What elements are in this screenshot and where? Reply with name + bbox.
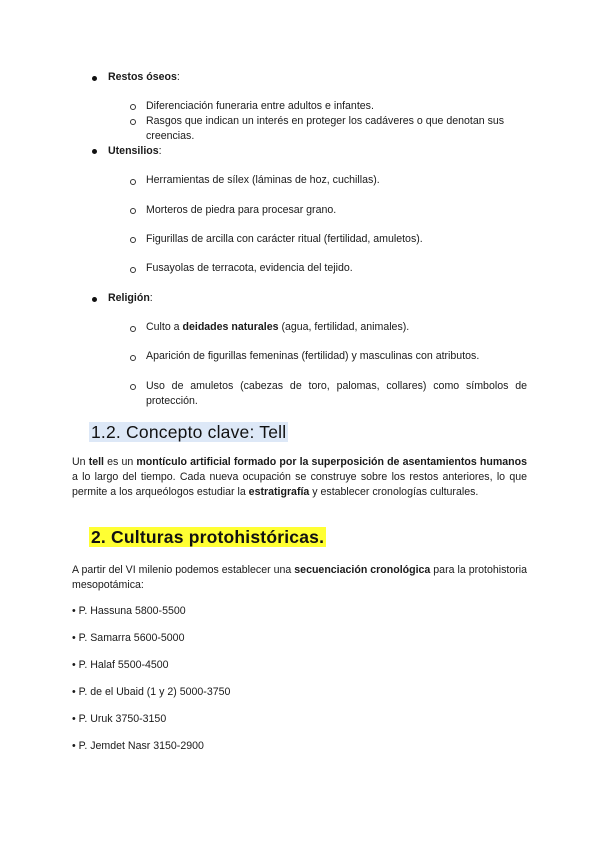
restos-item-1: Diferenciación funeraria entre adultos e infantes.: [146, 100, 374, 112]
sub-bullet: [130, 179, 136, 185]
sub-bullet: [130, 384, 136, 390]
sub-bullet: [130, 208, 136, 214]
religion-item-2: Aparición de figurillas femeninas (fertilidad) y masculinas con atributos.: [146, 350, 480, 362]
period-item: • P. Jemdet Nasr 3150-2900: [72, 740, 204, 752]
utensilios-heading: Utensilios:: [108, 145, 162, 157]
utensilios-item-1: Herramientas de sílex (láminas de hoz, cuchillas).: [146, 174, 380, 186]
bullet-restos: [92, 76, 97, 81]
utensilios-item-4: Fusayolas de terracota, evidencia del tejido.: [146, 262, 353, 274]
religion-item-1: Culto a deidades naturales (agua, fertilidad, animales).: [146, 321, 410, 333]
period-item: • P. de el Ubaid (1 y 2) 5000-3750: [72, 686, 231, 698]
period-item: • P. Hassuna 5800-5500: [72, 605, 186, 617]
sub-bullet: [130, 267, 136, 273]
sub-bullet: [130, 237, 136, 243]
period-item: • P. Samarra 5600-5000: [72, 632, 185, 644]
religion-heading: Religión:: [108, 292, 153, 304]
period-item: • P. Uruk 3750-3150: [72, 713, 167, 725]
utensilios-item-2: Morteros de piedra para procesar grano.: [146, 204, 337, 216]
sub-bullet: [130, 326, 136, 332]
utensilios-item-3: Figurillas de arcilla con carácter ritual (fertilidad, amuletos).: [146, 233, 423, 245]
sub-bullet: [130, 355, 136, 361]
tell-heading: 1.2. Concepto clave: Tell: [91, 422, 287, 442]
bullet-religion: [92, 297, 97, 302]
tell-paragraph: Un tell es un montículo artificial formado por la superposición de asentamientos humanos a lo largo del tiempo. Cada nueva ocupación se construye sobre los restos anteriores, lo que permite a los arqueólogos estudiar la estratigrafía y establecer cronologías culturales.: [72, 456, 527, 498]
bullet-utensilios: [92, 149, 97, 154]
period-item: • P. Halaf 5500-4500: [72, 659, 169, 671]
religion-item-3: Uso de amuletos (cabezas de toro, palomas, collares) como símbolos de protección.: [146, 380, 527, 407]
cultures-heading: 2. Culturas protohistóricas.: [91, 527, 325, 547]
sub-bullet: [130, 104, 136, 110]
restos-heading: Restos óseos:: [108, 71, 180, 83]
restos-item-2: Rasgos que indican un interés en proteger los cadáveres o que denotan sus creencias.: [146, 115, 505, 142]
sub-bullet: [130, 119, 136, 125]
cultures-intro: A partir del VI milenio podemos establecer una secuenciación cronológica para la protohistoria mesopotámica:: [72, 564, 527, 591]
